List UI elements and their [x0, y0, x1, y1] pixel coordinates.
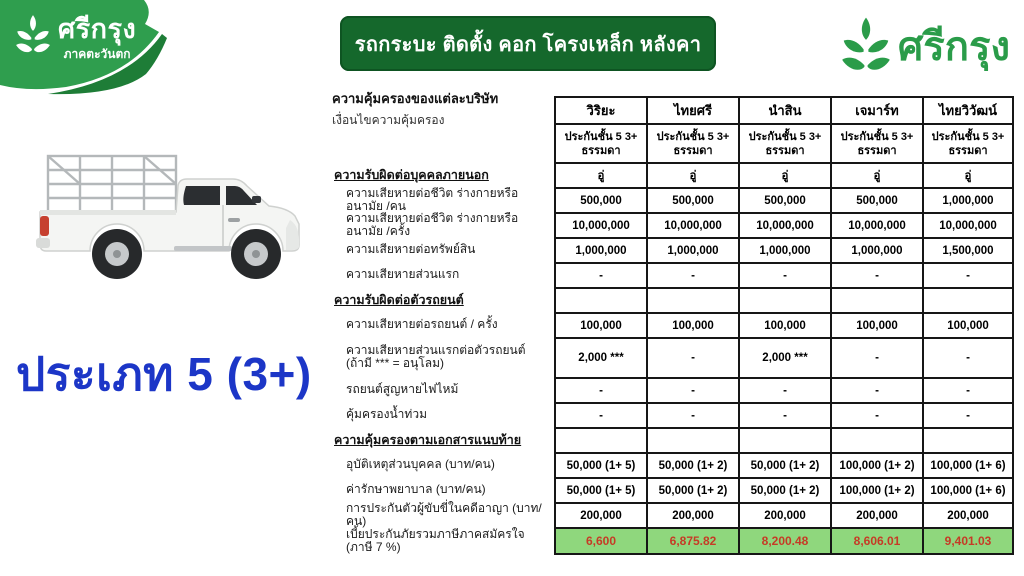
value-cell: [554, 287, 646, 312]
value-cell: 50,000 (1+ 5): [554, 477, 646, 502]
value-cell: 50,000 (1+ 2): [646, 477, 738, 502]
value-cell: -: [646, 377, 738, 402]
row-label: ความคุ้มครองตามเอกสารแนบท้าย: [334, 432, 522, 447]
value-cell: 500,000: [830, 187, 922, 212]
plan-label-spacer: [332, 123, 554, 162]
value-cell: 200,000: [738, 502, 830, 527]
value-cell: 100,000 (1+ 6): [922, 477, 1014, 502]
value-cell: 1,000,000: [922, 187, 1014, 212]
value-cell: [922, 427, 1014, 452]
value-cell: 50,000 (1+ 2): [738, 452, 830, 477]
pickup-truck-icon: [24, 142, 306, 300]
value-cell: อู่: [830, 162, 922, 187]
value-cell: -: [554, 377, 646, 402]
value-cell: 1,000,000: [738, 237, 830, 262]
row-label: เบี้ยประกันภัยรวมภาษีภาคสมัครใจ (ภาษี 7 %): [346, 527, 525, 554]
value-cell: 10,000,000: [646, 212, 738, 237]
logo-brand-text: ศรีกรุง: [897, 25, 1010, 69]
value-cell: 8,200.48: [738, 527, 830, 555]
value-cell: 100,000: [738, 312, 830, 337]
value-cell: [922, 287, 1014, 312]
value-cell: 6,875.82: [646, 527, 738, 555]
row-label: ความรับผิดต่อบุคคลภายนอก: [334, 167, 489, 182]
value-cell: [646, 287, 738, 312]
value-cell: 50,000 (1+ 5): [554, 452, 646, 477]
value-cell: -: [922, 337, 1014, 377]
value-cell: 50,000 (1+ 2): [738, 477, 830, 502]
value-cell: [738, 427, 830, 452]
value-cell: 1,000,000: [554, 237, 646, 262]
banner-title: รถกระบะ ติดตั้ง คอก โครงเหล็ก หลังคา: [354, 33, 702, 56]
value-cell: [554, 427, 646, 452]
value-cell: 500,000: [646, 187, 738, 212]
corner-cell: [332, 96, 554, 123]
brand-logo: [842, 16, 1010, 78]
value-cell: 100,000: [554, 312, 646, 337]
row-label: อุบัติเหตุส่วนบุคคล (บาท/คน): [346, 457, 495, 471]
value-cell: 2,000 ***: [738, 337, 830, 377]
value-cell: 200,000: [830, 502, 922, 527]
value-cell: -: [922, 262, 1014, 287]
value-cell: -: [830, 402, 922, 427]
plan-cell: ประกันชั้น 5 3+ ธรรมดา: [830, 123, 922, 162]
row-label: คุ้มครองน้ำท่วม: [346, 407, 427, 421]
value-cell: 500,000: [554, 187, 646, 212]
value-cell: 100,000: [646, 312, 738, 337]
value-cell: 50,000 (1+ 2): [646, 452, 738, 477]
value-cell: 1,500,000: [922, 237, 1014, 262]
company-header-cell: เจมาร์ท: [830, 96, 922, 123]
company-header-cell: วิริยะ: [554, 96, 646, 123]
row-label: ความรับผิดต่อตัวรถยนต์: [334, 292, 464, 307]
plan-cell: ประกันชั้น 5 3+ ธรรมดา: [554, 123, 646, 162]
value-cell: -: [922, 377, 1014, 402]
value-cell: 2,000 ***: [554, 337, 646, 377]
plan-cell: ประกันชั้น 5 3+ ธรรมดา: [646, 123, 738, 162]
truck-image: [24, 142, 306, 300]
value-cell: -: [554, 402, 646, 427]
value-cell: อู่: [646, 162, 738, 187]
title-banner: [340, 16, 716, 71]
row-label: ความเสียหายส่วนแรก: [346, 267, 460, 281]
value-cell: -: [646, 337, 738, 377]
value-cell: 10,000,000: [738, 212, 830, 237]
value-cell: [646, 427, 738, 452]
value-cell: 100,000 (1+ 2): [830, 452, 922, 477]
value-cell: 100,000 (1+ 6): [922, 452, 1014, 477]
comparison-zone: [332, 88, 1022, 564]
value-cell: -: [922, 402, 1014, 427]
value-cell: 8,606.01: [830, 527, 922, 555]
value-cell: -: [554, 262, 646, 287]
value-cell: 200,000: [554, 502, 646, 527]
ribbon-brand-text: ศรีกรุง: [58, 14, 137, 44]
row-label: ความเสียหายต่อชีวิต ร่างกายหรืออนามัย /คน: [346, 185, 519, 213]
value-cell: 10,000,000: [922, 212, 1014, 237]
row-label: ความเสียหายต่อรถยนต์ / ครั้ง: [346, 317, 498, 331]
value-cell: -: [738, 262, 830, 287]
value-cell: 10,000,000: [830, 212, 922, 237]
value-cell: -: [646, 262, 738, 287]
table-caption: ความคุ้มครองของแต่ละบริษัท: [332, 91, 499, 106]
row-label: รถยนต์สูญหายไฟไหม้: [346, 382, 459, 396]
value-cell: 200,000: [646, 502, 738, 527]
row-label: ความเสียหายส่วนแรกต่อตัวรถยนต์ (ถ้ามี *** = อนุโลม): [346, 343, 526, 370]
row-label: ความเสียหายต่อชีวิต ร่างกายหรืออนามัย /ครั้ง: [346, 210, 519, 238]
value-cell: -: [646, 402, 738, 427]
value-cell: 100,000: [830, 312, 922, 337]
value-cell: 500,000: [738, 187, 830, 212]
value-cell: 1,000,000: [646, 237, 738, 262]
value-cell: 200,000: [922, 502, 1014, 527]
value-cell: [830, 427, 922, 452]
plan-cell: ประกันชั้น 5 3+ ธรรมดา: [738, 123, 830, 162]
rice-sprout-icon: [16, 14, 50, 58]
rice-sprout-icon: [842, 16, 890, 78]
value-cell: 100,000 (1+ 2): [830, 477, 922, 502]
value-cell: -: [738, 402, 830, 427]
ribbon-region-text: ภาคตะวันตก: [63, 47, 131, 61]
company-header-cell: ไทยศรี: [646, 96, 738, 123]
value-cell: อู่: [554, 162, 646, 187]
brand-ribbon: [0, 0, 330, 110]
value-cell: -: [738, 377, 830, 402]
value-cell: อู่: [922, 162, 1014, 187]
value-cell: 100,000: [922, 312, 1014, 337]
company-header-cell: นำสิน: [738, 96, 830, 123]
value-cell: 10,000,000: [554, 212, 646, 237]
row-label: ความเสียหายต่อทรัพย์สิน: [346, 242, 476, 256]
value-cell: 6,600: [554, 527, 646, 555]
table-subcaption: เงื่อนไขความคุ้มครอง: [332, 113, 445, 127]
value-cell: -: [830, 377, 922, 402]
value-cell: 9,401.03: [922, 527, 1014, 555]
row-label: การประกันตัวผู้ขับขี่ในคดีอาญา (บาท/คน): [346, 500, 542, 528]
company-header-cell: ไทยวิวัฒน์: [922, 96, 1014, 123]
value-cell: [738, 287, 830, 312]
row-label: ค่ารักษาพยาบาล (บาท/คน): [346, 482, 486, 496]
value-cell: [830, 287, 922, 312]
value-cell: อู่: [738, 162, 830, 187]
value-cell: -: [830, 262, 922, 287]
plan-cell: ประกันชั้น 5 3+ ธรรมดา: [922, 123, 1014, 162]
value-cell: 1,000,000: [830, 237, 922, 262]
comparison-table: [332, 96, 1014, 555]
category-title: ประเภท 5 (3+): [16, 348, 312, 400]
value-cell: -: [830, 337, 922, 377]
